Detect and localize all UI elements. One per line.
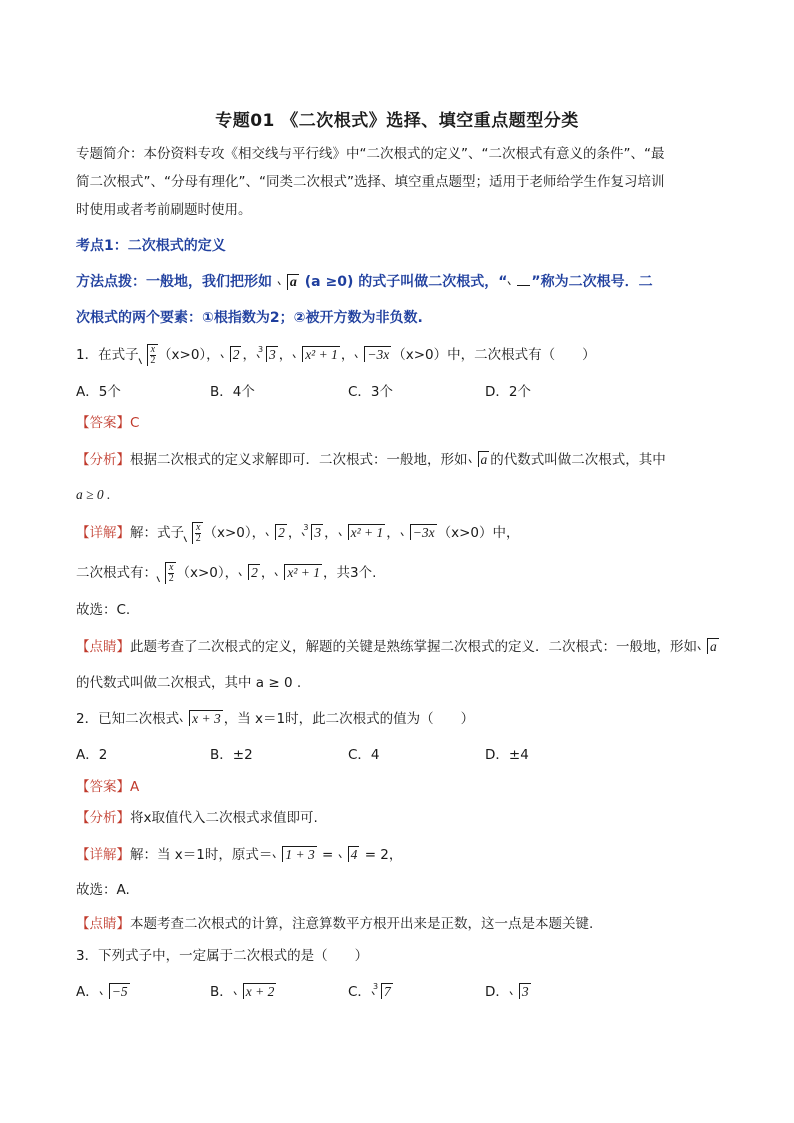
q2-analysis: 【分析】将x取值代入二次根式求值即可. xyxy=(76,810,318,826)
method-line-1 xyxy=(76,272,726,292)
q1-stem-a: 1．在式子 xyxy=(76,347,139,363)
q2-option-d[interactable]: D．±4 xyxy=(485,747,529,763)
q1-detail: 【详解】解：式子 $\frac{x}{2}$ （x>0）， 2 ， 3 3 ， x² + 1 ， −3x （x>0）中， xyxy=(76,522,520,544)
q1-option-a[interactable]: A．5个 xyxy=(76,384,121,400)
method-text-b: 的式子叫做二次根式，“ xyxy=(358,274,508,290)
q3-option-b[interactable]: B． x + 2 xyxy=(210,984,275,1000)
q1-analysis-cond: a ≥ 0 . xyxy=(76,487,111,502)
method-line-2: 次根式的两个要素：①根指数为2；②被开方数为非负数. xyxy=(76,310,423,326)
q1-comment: 【点睛】此题考查了二次根式的定义，解题的关键是熟练掌握二次根式的定义．二次根式：一般地，形如 a xyxy=(76,639,717,655)
q3-option-d[interactable]: D． 3 xyxy=(485,984,529,1000)
q1-sqrt-frac: $\frac{x}{2}$ xyxy=(139,344,158,366)
q1-stem-c: 中，二次根式有（ ） xyxy=(447,347,596,363)
q2-choose: 故选：A. xyxy=(76,882,130,898)
q2-option-c[interactable]: C．4 xyxy=(348,747,380,763)
radical-sign xyxy=(508,272,530,292)
q1-answer: 【答案】C xyxy=(76,415,140,431)
page-title: 专题01 《二次根式》选择、填空重点题型分类 xyxy=(215,111,579,131)
intro-line-1: 专题简介：本份资料专攻《相交线与平行线》中“二次根式的定义”、“二次根式有意义的条件”、“最 xyxy=(76,146,665,162)
q1-option-b[interactable]: B．4个 xyxy=(210,384,255,400)
sqrt-a: a xyxy=(278,272,299,292)
q1-stem: 1．在式子 $\frac{x}{2}$ （x>0）， 2 ， 3 3 ， x² + 1 ， −3x （x>0）中，二次根式有（ ） xyxy=(76,344,596,366)
q2-stem: 2．已知二次根式 x + 3 ，当 x＝1时，此二次根式的值为（ ） xyxy=(76,711,475,727)
intro-line-2: 简二次根式”、“分母有理化”、“同类二次根式”选择、填空重点题型；适用于老师给学生作复习培训 xyxy=(76,174,665,190)
q1-option-c[interactable]: C．3个 xyxy=(348,384,394,400)
q1-option-d[interactable]: D．2个 xyxy=(485,384,531,400)
section-heading: 考点1：二次根式的定义 xyxy=(76,238,226,254)
q3-stem: 3．下列式子中，一定属于二次根式的是（ ） xyxy=(76,948,369,964)
q2-comment: 【点睛】本题考查二次根式的计算，注意算数平方根开出来是正数，这一点是本题关键. xyxy=(76,916,594,932)
method-text-a: 方法点拨：一般地，我们把形如 xyxy=(76,274,272,290)
q2-detail: 【详解】解：当 x＝1时，原式＝ 1 + 3 = 4 = 2， xyxy=(76,847,403,863)
q1-stem-b: （x>0）， xyxy=(158,347,220,363)
method-cond: (a ≥0) xyxy=(304,274,354,290)
q1-comment-2: 的代数式叫做二次根式，其中 a ≥ 0 . xyxy=(76,675,302,691)
intro-line-3: 时使用或者考前刷题时使用。 xyxy=(76,202,252,218)
q2-option-a[interactable]: A．2 xyxy=(76,747,108,763)
q1-analysis: 【分析】根据二次根式的定义求解即可．二次根式：一般地，形如 a 的代数式叫做二次根式，其中 xyxy=(76,452,666,468)
q1-choose: 故选：C. xyxy=(76,602,131,618)
q2-option-b[interactable]: B．±2 xyxy=(210,747,253,763)
q3-option-a[interactable]: A． −5 xyxy=(76,984,128,1000)
q1-detail-2: 二次根式有： $\frac{x}{2}$ （x>0）， 2 ， x² + 1 ，共3个. xyxy=(76,562,377,584)
q3-option-c[interactable]: C． 3 7 xyxy=(348,982,391,1000)
q2-answer: 【答案】A xyxy=(76,779,140,795)
method-text-c: ”称为二次根号．二 xyxy=(531,274,653,290)
